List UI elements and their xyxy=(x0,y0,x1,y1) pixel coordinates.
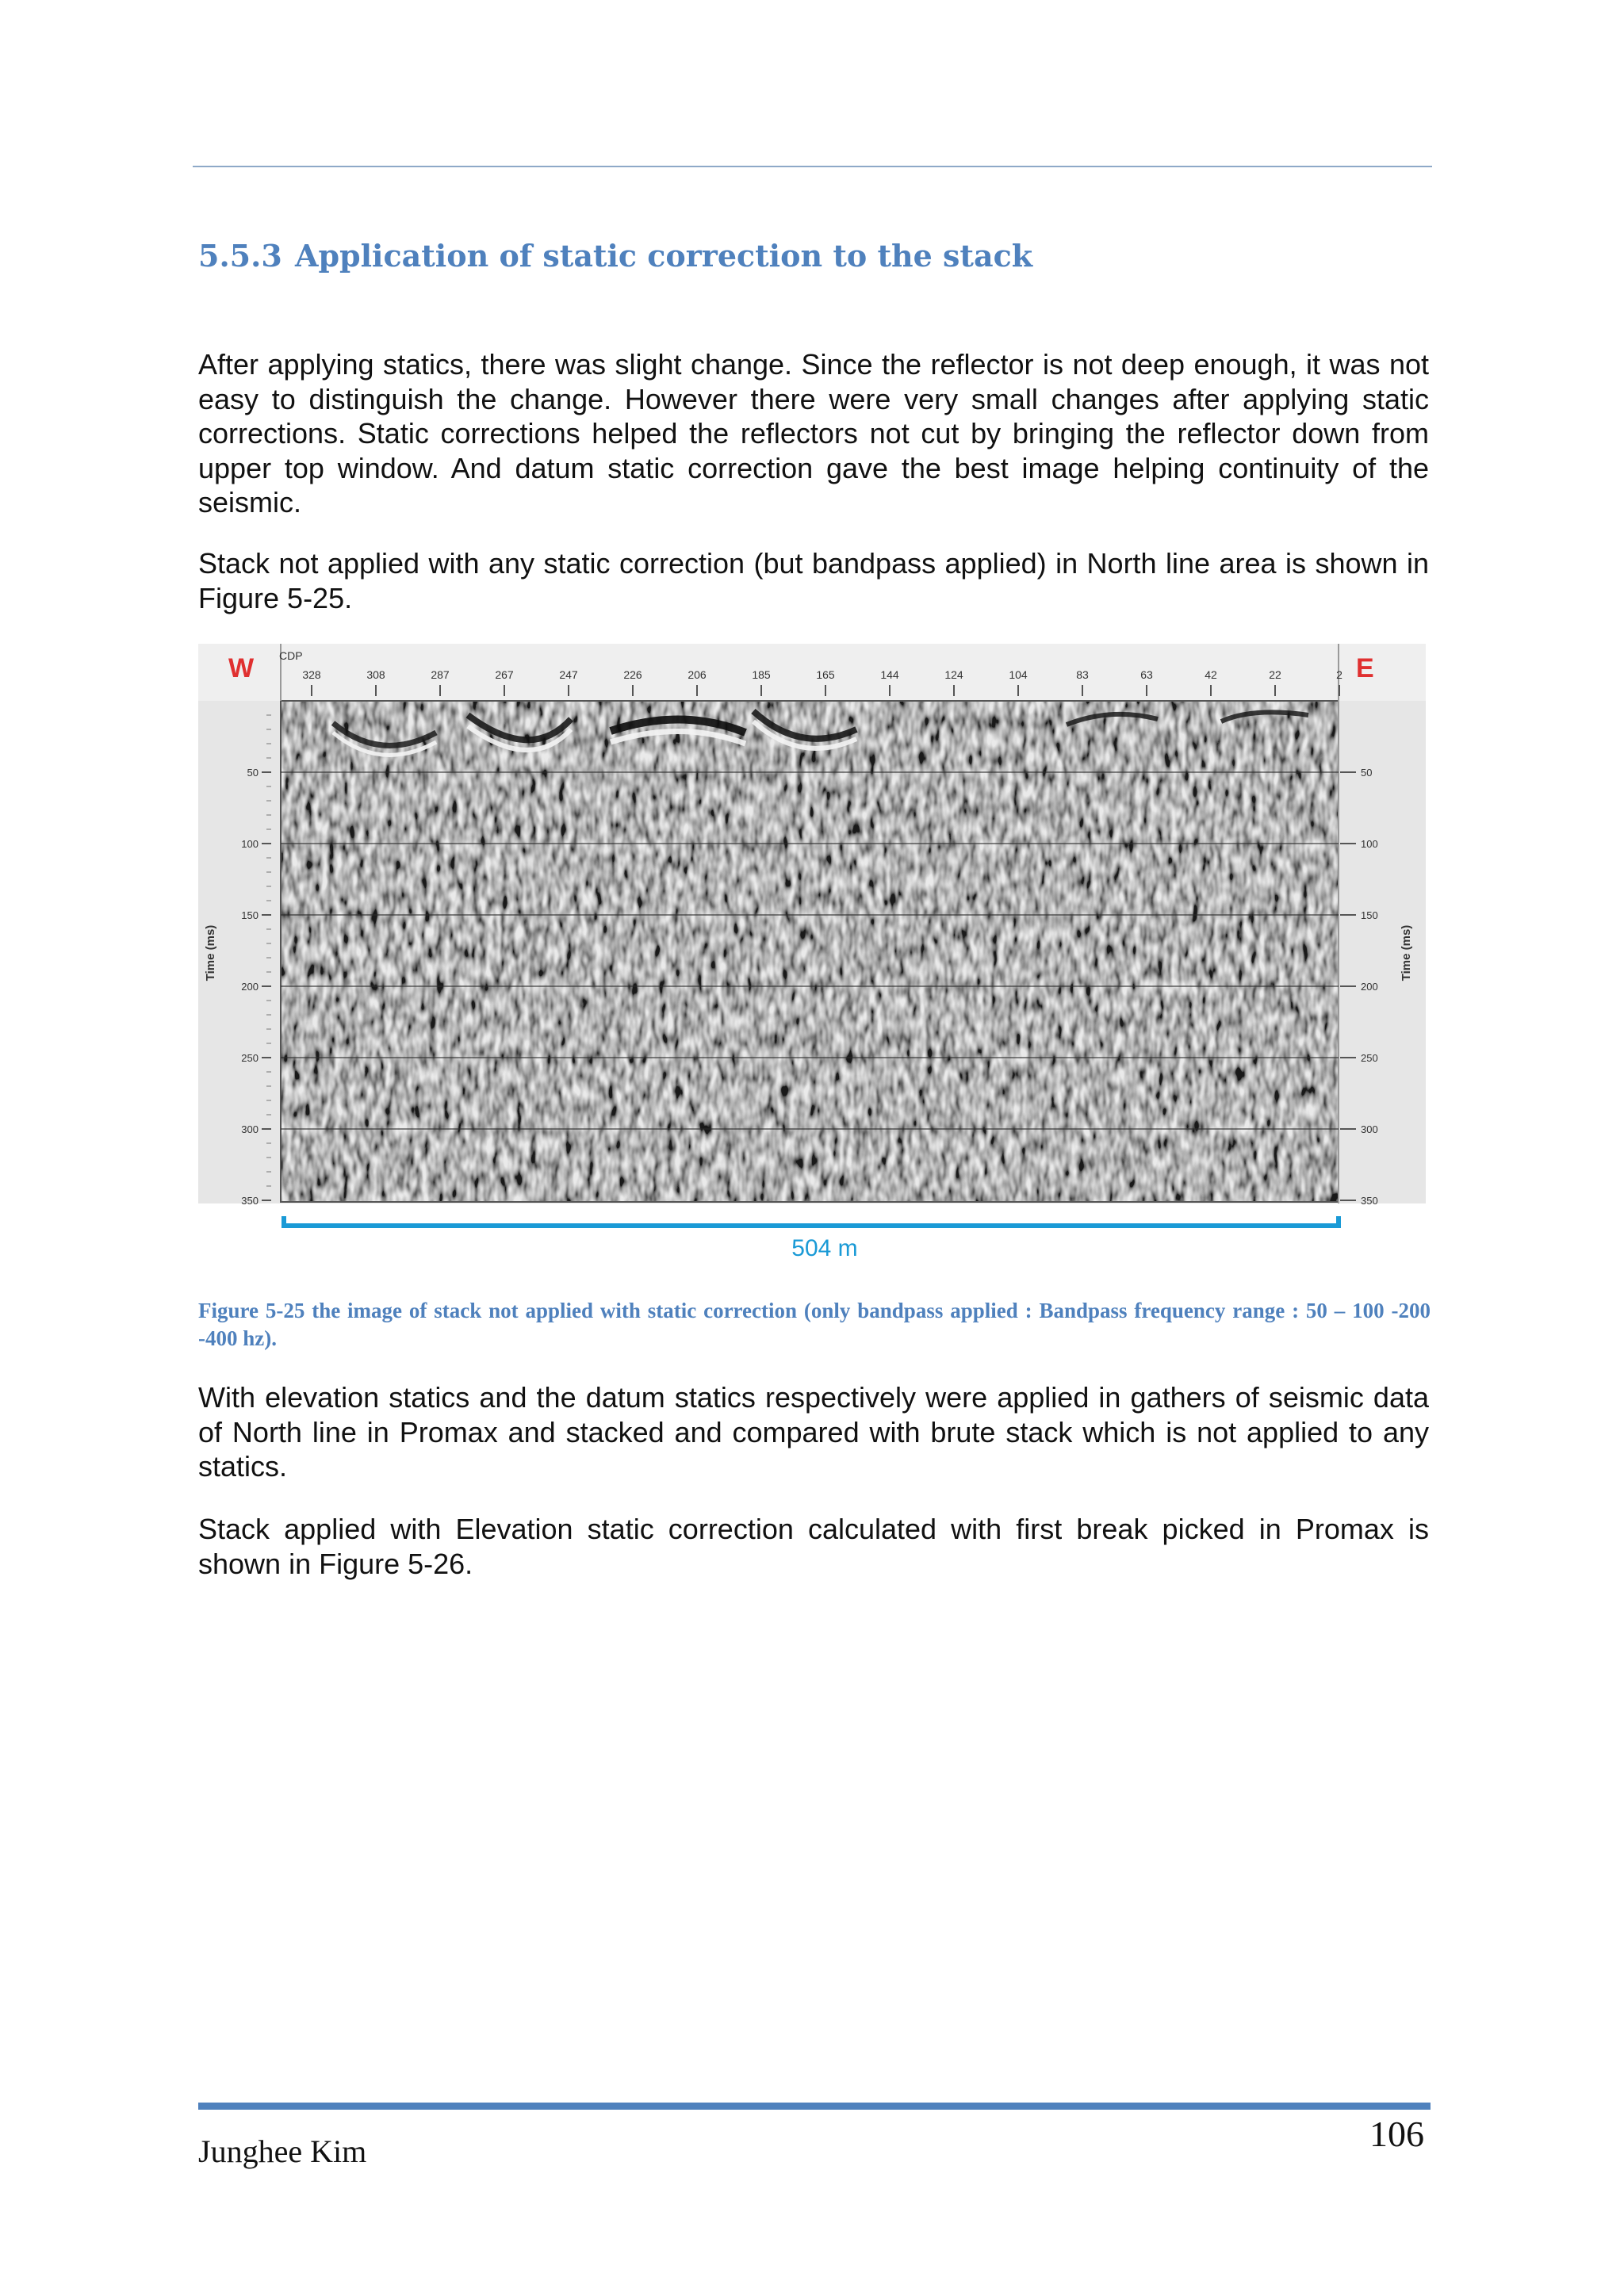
scale-bar-label: 504 m xyxy=(791,1235,858,1261)
section-heading xyxy=(198,238,1435,274)
cdp-tick-label: 104 xyxy=(1009,668,1028,681)
cdp-tick-label: 124 xyxy=(944,668,963,681)
time-tick-label: 150 xyxy=(241,909,259,921)
scale-bar xyxy=(284,1216,1339,1228)
body-paragraph: Stack applied with Elevation static correction calculated with first break picked in Promax is shown in Figure 5-26. xyxy=(198,1513,1429,1580)
figure-caption: Figure 5-25 the image of stack not applied with static correction (only bandpass applied : Bandpass frequency range : 50 – 100 -200 -400 hz). xyxy=(198,1299,1431,1350)
cdp-tick-label: 267 xyxy=(495,668,514,681)
body-paragraph: Stack not applied with any static correction (but bandpass applied) in North line area is shown in Figure 5-25. xyxy=(198,547,1429,614)
east-label: E xyxy=(1356,653,1374,683)
time-tick-label: 150 xyxy=(1361,909,1378,921)
time-tick-label: 250 xyxy=(1361,1052,1378,1064)
time-tick-label: 350 xyxy=(1361,1195,1378,1207)
cdp-tick-label: 63 xyxy=(1140,668,1153,681)
cdp-tick-label: 144 xyxy=(880,668,899,681)
time-tick-label: 350 xyxy=(241,1195,259,1207)
time-axis-title-right: Time (ms) xyxy=(1400,924,1413,982)
author-name: Junghee Kim xyxy=(198,2133,367,2169)
cdp-tick-label: 206 xyxy=(688,668,707,681)
seismic-stack-figure xyxy=(198,644,1426,1270)
time-tick-label: 200 xyxy=(1361,981,1378,993)
time-tick-label: 250 xyxy=(241,1052,259,1064)
cdp-tick-label: 226 xyxy=(623,668,642,681)
seismic-section xyxy=(281,701,1339,1202)
cdp-tick-label: 247 xyxy=(559,668,578,681)
header-rule xyxy=(193,166,1432,167)
seismic-stack-image xyxy=(198,644,1426,1270)
cdp-tick-label: 83 xyxy=(1076,668,1089,681)
cdp-tick-label: 165 xyxy=(816,668,835,681)
time-tick-label: 300 xyxy=(241,1123,259,1135)
time-tick-label: 50 xyxy=(1361,767,1373,779)
body-paragraph: With elevation statics and the datum statics respectively were applied in gathers of seismic data of North line in Promax and stacked and compared with brute stack which is not applied to any statics. xyxy=(198,1381,1429,1483)
time-tick-label: 300 xyxy=(1361,1123,1378,1135)
page-number: 106 xyxy=(1369,2114,1424,2154)
time-axis-title-left: Time (ms) xyxy=(204,924,217,982)
cdp-tick-label: 185 xyxy=(752,668,771,681)
section-title: Application of static correction to the stack xyxy=(295,238,1033,274)
cdp-tick-label: 22 xyxy=(1269,668,1281,681)
section-number: 5.5.3 xyxy=(198,238,282,274)
cdp-tick-label: 308 xyxy=(366,668,385,681)
cdp-tick-label: 328 xyxy=(302,668,321,681)
time-tick-label: 100 xyxy=(1361,838,1378,850)
cdp-label: CDP xyxy=(279,649,303,662)
time-tick-label: 100 xyxy=(241,838,259,850)
time-tick-label: 50 xyxy=(247,767,259,779)
cdp-tick-label: 42 xyxy=(1205,668,1217,681)
footer-rule xyxy=(198,2103,1431,2110)
cdp-tick-label: 2 xyxy=(1336,668,1342,681)
cdp-tick-label: 287 xyxy=(431,668,450,681)
body-paragraph: After applying statics, there was slight change. Since the reflector is not deep enough, it was not easy to distinguish the change. However there were very small changes after applying static corrections. Static corrections helped the reflectors not cut by bringing the reflector down from upper top window. And datum static correction gave the best image helping continuity of the seismic. xyxy=(198,348,1429,519)
time-tick-label: 200 xyxy=(241,981,259,993)
west-label: W xyxy=(228,653,255,683)
